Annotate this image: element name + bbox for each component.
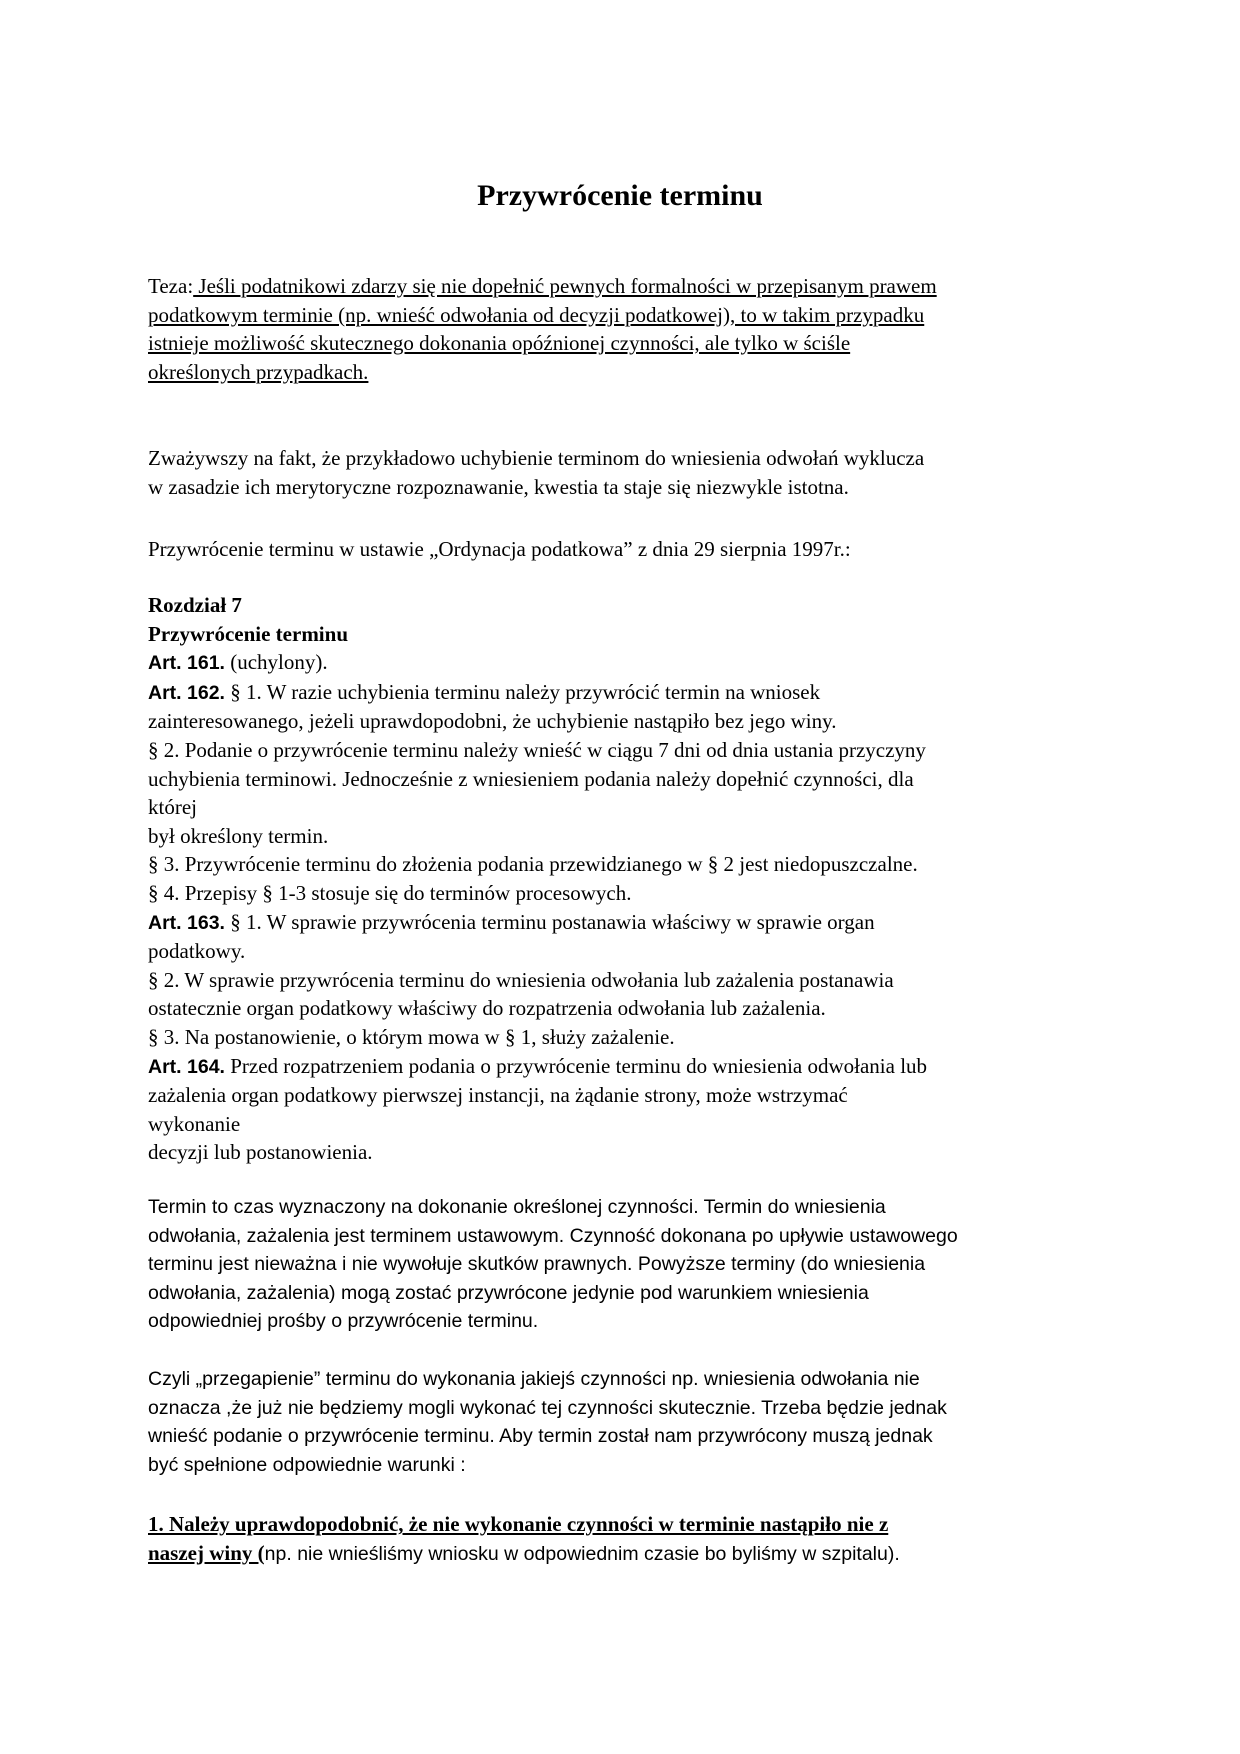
article-text-line: decyzji lub postanowienia. (148, 1140, 373, 1165)
article-text-line: wykonanie (148, 1111, 241, 1136)
statute-intro (148, 535, 1108, 564)
thesis-paragraph (148, 272, 1108, 386)
article-text-line: § 4. Przepisy § 1-3 stosuje się do terminów procesowych. (148, 880, 632, 905)
condition-1-line: naszej winy (np. nie wnieśliśmy wniosku w odpowiednim czasie bo byliśmy w szpitalu). (148, 1540, 900, 1565)
article-text-line: ostatecznie organ podatkowy właściwy do rozpatrzenia odwołania lub zażalenia. (148, 996, 826, 1021)
thesis-line: określonych przypadkach. (148, 359, 369, 384)
article-text-line: był określony termin. (148, 823, 329, 848)
article-161: Art. 161. (uchylony). (148, 650, 328, 675)
article-text-line: § 3. Na postanowienie, o którym mowa w § 1, służy zażalenie. (148, 1024, 675, 1049)
article-text-line: podatkowy. (148, 939, 246, 964)
czyli-line: Czyli „przegapienie” terminu do wykonania jakiejś czynności np. wniesienia odwołania nie (148, 1368, 920, 1390)
article-163: Art. 163. § 1. W sprawie przywrócenia terminu postanawia właściwy w sprawie organ (148, 909, 875, 934)
article-164: Art. 164. Przed rozpatrzeniem podania o przywrócenie terminu do wniesienia odwołania lub (148, 1053, 928, 1078)
intro-line: w zasadzie ich merytoryczne rozpoznawanie, kwestia ta staje się niezwykle istotna. (148, 474, 849, 499)
intro-line: Zważywszy na fakt, że przykładowo uchybienie terminom do wniesienia odwołań wyklucza (148, 446, 925, 470)
article-label: Art. 163. (148, 911, 225, 934)
termin-line: odwołania, zażalenia jest terminem ustawowym. Czynność dokonana po upływie ustawowego (148, 1224, 958, 1247)
article-label: Art. 162. (148, 681, 225, 704)
condition-1-heading: 1. Należy uprawdopodobnić, że nie wykonanie czynności w terminie nastąpiło nie z (148, 1512, 889, 1536)
chapter-name: Przywrócenie terminu (148, 621, 349, 646)
czyli-line: być spełnione odpowiednie warunki : (148, 1453, 466, 1476)
thesis-line: podatkowym terminie (np. wnieść odwołania od decyzji podatkowej), to w takim przypadku (148, 302, 925, 327)
statute-excerpt (148, 591, 1108, 1167)
article-text-line: zażalenia organ podatkowy pierwszej instancji, na żądanie strony, może wstrzymać (148, 1083, 848, 1108)
intro-paragraph (148, 444, 1108, 501)
condition-1 (148, 1510, 1108, 1568)
termin-line: odpowiedniej prośby o przywrócenie terminu. (148, 1310, 539, 1333)
article-text-line: § 2. Podanie o przywrócenie terminu należy wnieść w ciągu 7 dni od dnia ustania przyczyny (148, 737, 926, 762)
termin-line: odwołania, zażalenia) mogą zostać przywrócone jedynie pod warunkiem wniesienia (148, 1281, 869, 1304)
article-text-line: której (148, 795, 197, 820)
article-162: Art. 162. § 1. W razie uchybienia terminu należy przywrócić termin na wniosek (148, 679, 821, 704)
article-text-line: § 3. Przywrócenie terminu do złożenia podania przewidzianego w § 2 jest niedopuszczalne. (148, 852, 918, 877)
termin-line: terminu jest nieważna i nie wywołuje skutków prawnych. Powyższe terminy (do wniesienia (148, 1253, 926, 1276)
article-text-line: zainteresowanego, jeżeli uprawdopodobni, że uchybienie nastąpiło bez jego winy. (148, 709, 837, 734)
thesis-label: Teza: (148, 274, 194, 298)
chapter-number: Rozdział 7 (148, 593, 242, 617)
czyli-line: oznacza ,że już nie będziemy mogli wykonać tej czynności skutecznie. Trzeba będzie jednak (148, 1396, 947, 1419)
czyli-paragraph (148, 1365, 1108, 1479)
article-text-line: uchybienia terminowi. Jednocześnie z wniesieniem podania należy dopełnić czynności, dla (148, 766, 914, 791)
thesis-line: Jeśli podatnikowi zdarzy się nie dopełnić pewnych formalności w przepisanym prawem (193, 274, 937, 298)
article-label: Art. 161. (148, 652, 225, 675)
article-text-line: § 2. W sprawie przywrócenia terminu do wniesienia odwołania lub zażalenia postanawia (148, 967, 894, 992)
termin-paragraph (148, 1193, 1108, 1336)
czyli-line: wnieść podanie o przywrócenie terminu. Aby termin został nam przywrócony muszą jednak (148, 1425, 933, 1448)
statute-intro-line: Przywrócenie terminu w ustawie „Ordynacja podatkowa” z dnia 29 sierpnia 1997r.: (148, 537, 851, 561)
thesis-line: istnieje możliwość skutecznego dokonania opóźnionej czynności, ale tylko w ściśle (148, 331, 851, 356)
article-label: Art. 164. (148, 1055, 225, 1078)
termin-line: Termin to czas wyznaczony na dokonanie określonej czynności. Termin do wniesienia (148, 1196, 886, 1218)
document-title: Przywrócenie terminu (477, 179, 763, 212)
